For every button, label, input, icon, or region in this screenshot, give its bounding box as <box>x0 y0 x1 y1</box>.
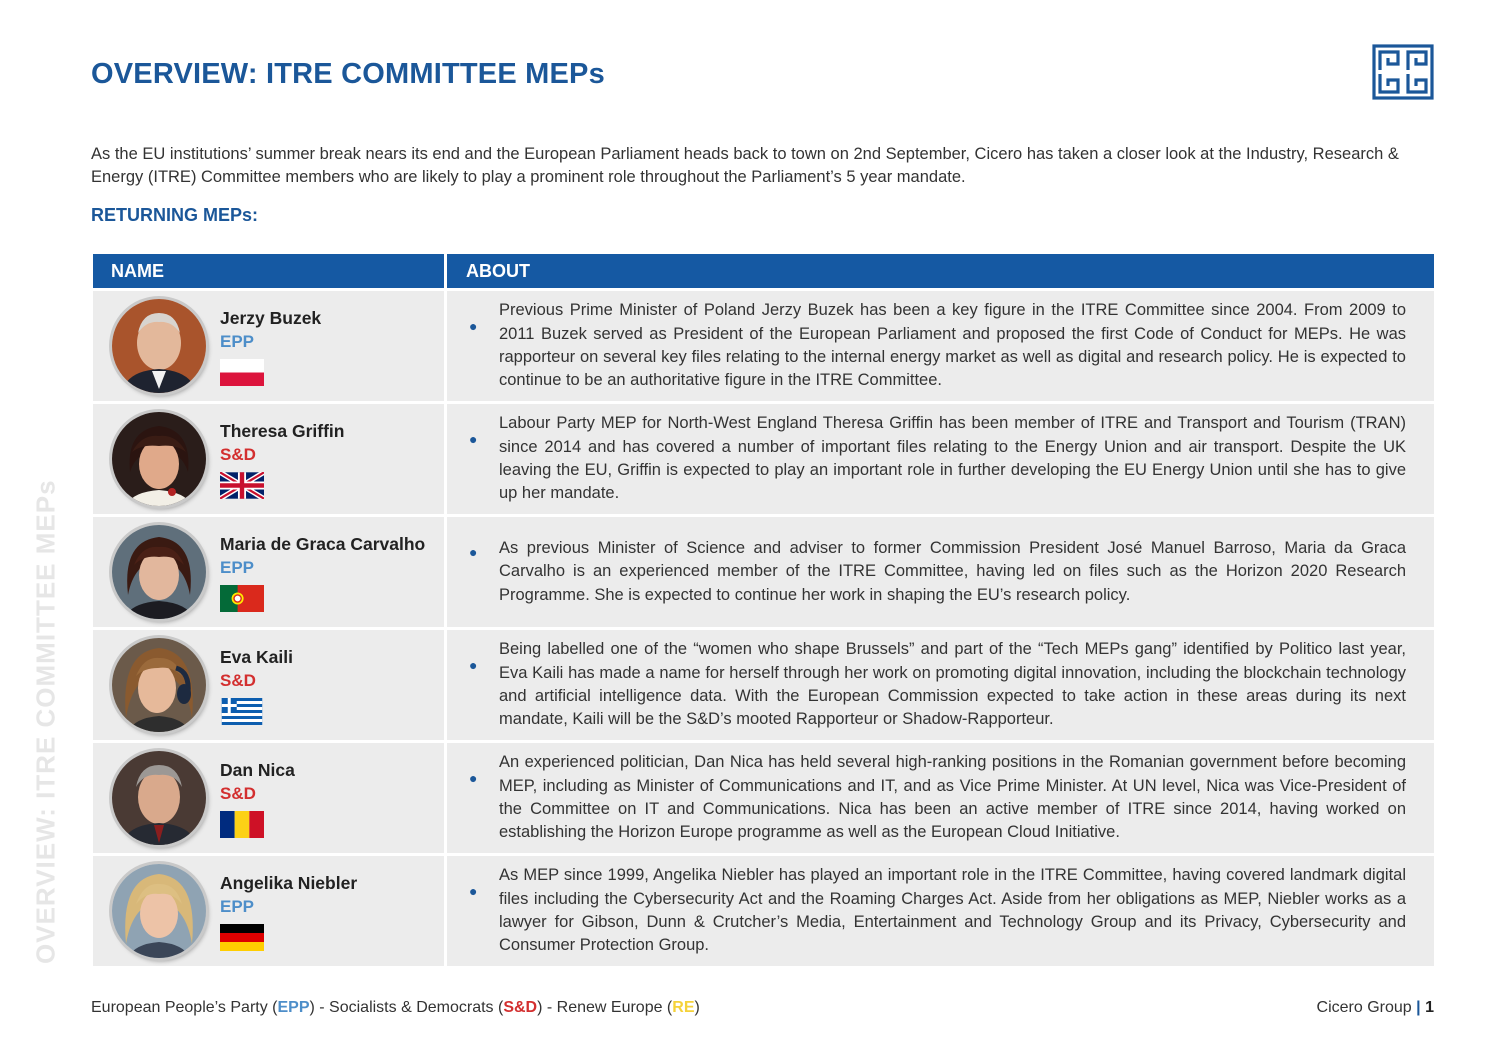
company-name: Cicero Group <box>1316 999 1412 1016</box>
side-label: OVERVIEW: ITRE COMMITTEE MEPs <box>30 479 61 964</box>
cicero-logo <box>1372 44 1434 100</box>
about-text: As previous Minister of Science and adviser to former Commission President José Manuel Barroso, Maria da Graca Carvalho is an experienced member of the ITRE Committee, having led on files such as the Horizon 2020 Research Programme. She is expected to continue her work in shaping the EU’s research policy. <box>499 539 1406 604</box>
mep-cell <box>93 630 444 740</box>
name-column-header: NAME <box>93 254 444 288</box>
party-legend <box>91 999 700 1017</box>
about-text: Labour Party MEP for North-West England Theresa Griffin has been member of ITRE and Transport and Tourism (TRAN) since 2014 and has covered a number of important files relating to the Energy Union and air transport. Despite the UK leaving the EU, Griffin is expected to play an important role in further developing the EU Energy Union until she has to give up her mandate. <box>499 414 1406 503</box>
page-number: 1 <box>1425 999 1434 1016</box>
about-text: An experienced politician, Dan Nica has held several high-ranking positions in the Romanian government before becoming MEP, including as Minister of Communications and IT, and as Vice Prime Minister. At UN level, Nica was Vice-President of the Committee on IT and Communications. Nica has been an active member of ITRE since 2014, having worked on establishing the Horizon Europe programme as well as the European Cloud Initiative. <box>499 753 1406 842</box>
bullet-icon: ● <box>469 544 478 560</box>
about-text: As MEP since 1999, Angelika Niebler has played an important role in the ITRE Committee, having covered landmark digital files including the Cybersecurity Act and the Roaming Charges Act. Aside from her obligations as MEP, Niebler works as a lawyer for Gibson, Dunn & Crutcher’s Media, Entertainment and Technology Group and its Privacy, Cybersecurity and Consumer Protection Group. <box>499 866 1406 955</box>
mep-portrait <box>112 299 206 393</box>
portugal-flag-icon <box>220 585 264 612</box>
about-cell <box>447 743 1434 853</box>
about-cell <box>447 856 1434 966</box>
bullet-icon: ● <box>469 318 478 334</box>
party-badge: S&D <box>220 445 256 464</box>
mep-name: Eva Kaili <box>220 647 293 667</box>
table-row <box>93 291 1434 401</box>
page-footer <box>1317 999 1434 1017</box>
table-row <box>93 630 1434 740</box>
bullet-icon: ● <box>469 431 478 447</box>
mep-name: Dan Nica <box>220 760 295 780</box>
about-text: Being labelled one of the “women who shape Brussels” and part of the “Tech MEPs gang” identified by Politico last year, Eva Kaili has made a name for herself through her work on promoting digital innovation, including the blockchain technology and artificial intelligence data. With the European Commission expected to take action in these areas during its next mandate, Kaili will be the S&D’s mooted Rapporteur or Shadow-Rapporteur. <box>499 640 1406 729</box>
table-row <box>93 517 1434 627</box>
page-title: OVERVIEW: ITRE COMMITTEE MEPs <box>91 58 605 90</box>
table-row <box>93 856 1434 966</box>
mep-cell <box>93 517 444 627</box>
mep-portrait <box>112 751 206 845</box>
uk-flag-icon <box>220 472 264 499</box>
mep-portrait <box>112 638 206 732</box>
intro-paragraph: As the EU institutions’ summer break nears its end and the European Parliament heads back to town on 2nd September, Cicero has taken a closer look at the Industry, Research & Energy (ITRE) Committee members who are likely to play a prominent role throughout the Parliament’s 5 year mandate. <box>91 145 1399 186</box>
table-row <box>93 743 1434 853</box>
mep-name: Angelika Niebler <box>220 873 358 893</box>
about-cell <box>447 404 1434 514</box>
greece-flag-icon <box>220 698 264 725</box>
mep-portrait <box>112 525 206 619</box>
legend-sd-prefix: ) - Socialists & Democrats ( <box>309 999 504 1016</box>
legend-epp: EPP <box>277 999 310 1016</box>
mep-cell <box>93 856 444 966</box>
legend-re: RE <box>672 999 695 1016</box>
about-column-header: ABOUT <box>447 254 1434 288</box>
legend-re-prefix: ) - Renew Europe ( <box>537 999 673 1016</box>
table-header <box>93 254 1434 288</box>
mep-cell <box>93 743 444 853</box>
about-cell <box>447 630 1434 740</box>
party-badge: S&D <box>220 671 256 690</box>
about-cell <box>447 291 1434 401</box>
mep-portrait <box>112 864 206 958</box>
table-row <box>93 404 1434 514</box>
germany-flag-icon <box>220 924 264 951</box>
about-text: Previous Prime Minister of Poland Jerzy Buzek has been a key figure in the ITRE Committee since 2004. From 2009 to 2011 Buzek served as President of the European Parliament and proposed the first Code of Conduct for MEPs. He was rapporteur on several key files relating to the internal energy market as well as digital and research policy. He is expected to continue to be an authoritative figure in the ITRE Committee. <box>499 301 1406 390</box>
bullet-icon: ● <box>469 883 478 899</box>
bullet-icon: ● <box>469 770 478 786</box>
mep-name: Maria de Graca Carvalho <box>220 534 426 554</box>
bullet-icon: ● <box>469 657 478 673</box>
party-badge: S&D <box>220 784 256 803</box>
meps-table <box>93 254 1434 969</box>
legend-sd: S&D <box>503 999 538 1016</box>
footer-separator: | <box>1416 999 1421 1016</box>
romania-flag-icon <box>220 811 264 838</box>
mep-cell <box>93 404 444 514</box>
party-badge: EPP <box>220 558 255 577</box>
legend-epp-prefix: European People’s Party ( <box>91 999 278 1016</box>
mep-name: Theresa Griffin <box>220 421 345 441</box>
mep-cell <box>93 291 444 401</box>
party-badge: EPP <box>220 897 255 916</box>
poland-flag-icon <box>220 359 264 386</box>
mep-name: Jerzy Buzek <box>220 308 322 328</box>
about-cell <box>447 517 1434 627</box>
legend-close: ) <box>694 999 700 1016</box>
section-heading: RETURNING MEPs: <box>91 205 259 225</box>
party-badge: EPP <box>220 332 255 351</box>
mep-portrait <box>112 412 206 506</box>
